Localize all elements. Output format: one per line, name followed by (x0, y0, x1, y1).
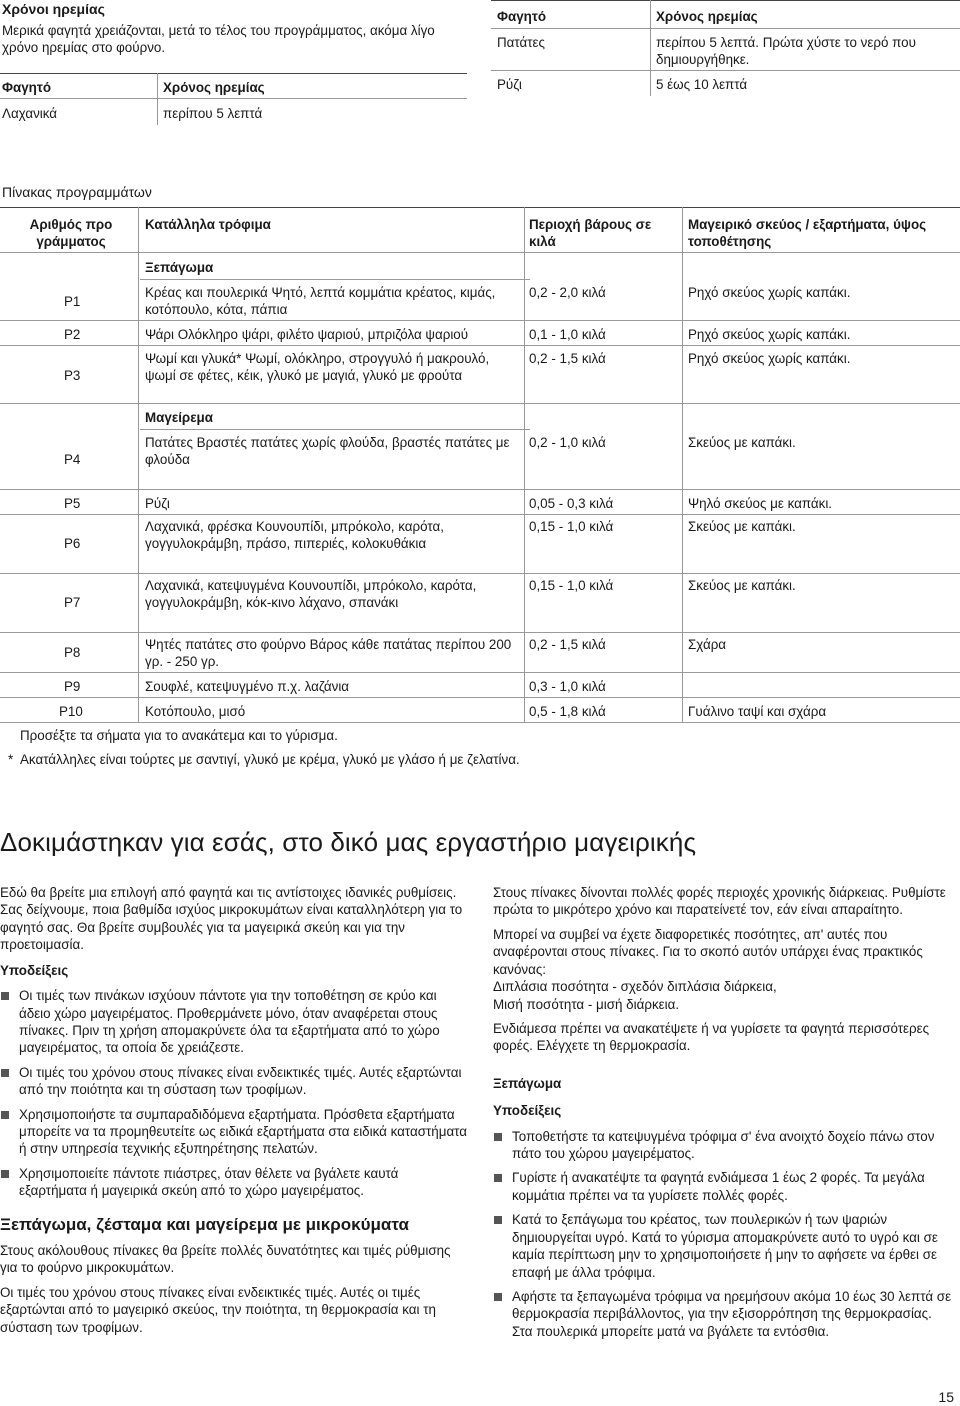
tested-intro: Εδώ θα βρείτε μια επιλογή από φαγητά και τις αντίστοιχες ιδανικές ρυθμίσεις. Σας δείχνουμε, ποια βαθμίδα ισχύος μικροκυμάτων είναι καταλληλότερη για το φαγητό σας. Θα βρείτε συμβουλές για τα μαγειρικά σκεύη και για την προετοιμασία. (0, 885, 463, 953)
rest-right-row-food: Πατάτες (497, 35, 545, 50)
tested-left-column (0, 884, 468, 1336)
rest-left-head-food: Φαγητό (2, 80, 52, 95)
defrost-hint-item: Κατά το ξεπάγωμα του κρέατος, των πουλερικών ή των ψαριών δημιουργείται υγρό. Κατά το γύρισμα απομακρύνετε αυτό το υγρό και σε καμία περίπτωση μην το χρησιμοποιήσετε ή μην το αφήσετε να έρθει σε επαφή με άλλα τρόφιμα. (493, 1211, 955, 1281)
rest-table-left-top-rule (0, 73, 467, 74)
program-dish: Σκεύος με καπάκι. (688, 435, 796, 450)
rest-right-head-time: Χρόνος ηρεμίας (656, 9, 758, 24)
program-no: P2 (64, 327, 81, 342)
tested-title: Δοκιμάστηκαν για εσάς, στο δικό μας εργαστήριο μαγειρικής (0, 827, 697, 857)
program-weight: 0,1 - 1,0 κιλά (529, 327, 606, 342)
rest-section-text: Μερικά φαγητά χρειάζονται, μετά το τέλος του προγράμματος, ακόμα λίγο χρόνο ηρεμίας στο φούρνο. (2, 23, 435, 56)
program-dish: Ρηχό σκεύος χωρίς καπάκι. (688, 327, 851, 342)
microwave-intro-text: Στους ακόλουθους πίνακες θα βρείτε πολλές δυνατότητες και τιμές ρύθμισης για το φούρνο μικροκυμάτων. (0, 1242, 451, 1276)
program-food: Κρέας και πουλερικά Ψητό, λεπτά κομμάτια κρέατος, κιμάς, κοτόπουλο, κότα, πάπια (145, 285, 496, 318)
programs-col-divider (138, 207, 139, 722)
programs-title: Πίνακας προγραμμάτων (2, 184, 152, 200)
program-dish: Γυάλινο ταψί και σχάρα (688, 704, 827, 719)
microwave-section-title: Ξεπάγωμα, ζέσταμα και μαγείρεμα με μικροκύματα (0, 1214, 409, 1234)
defrost-hint-item: Αφήστε τα ξεπαγωμένα τρόφιμα να ηρεμήσουν ακόμα 10 έως 30 λεπτά σε θερμοκρασία περιβάλλοντος, για την εξισορρόπηση της θερμοκρασίας. Στα πουλερικά μπορείτε ματά να βγάλετε τα εντόσθια. (493, 1288, 955, 1340)
programs-note-unsuitable: Ακατάλληλες είναι τούρτες με σαντιγί, γλυκό με κρέμα, γλυκό με γλάσο ή με ζελατίνα. (20, 752, 520, 767)
tested-right-column (493, 884, 955, 1340)
program-food: Ψωμί και γλυκά* Ψωμί, ολόκληρο, στρογγυλό ή μακρουλό, ψωμί σε φέτες, κέικ, γλυκό με μαγιά, γλυκό με φρούτα (145, 351, 490, 384)
programs-col-divider (682, 207, 683, 722)
program-no: P3 (64, 368, 81, 383)
program-weight: 0,3 - 1,0 κιλά (529, 679, 606, 694)
time-ranges-text: Στους πίνακες δίνονται πολλές φορές περιοχές χρονικής διάρκειας. Ρυθμίστε πρώτα το μικρότερο χρόνο και παρατείνετέ τον, εάν είναι απαραίτητο. (493, 885, 946, 918)
programs-group-defrost: Ξεπάγωμα (145, 260, 214, 275)
program-row-rule (0, 697, 960, 698)
rest-table-right-top-rule (491, 0, 960, 1)
defrost-hint-item: Τοποθετήστε τα κατεψυγμένα τρόφιμα σ' ένα ανοιχτό δοχείο πάνω στον πάτο του χώρου μαγειρέματος. (493, 1128, 955, 1163)
program-food: Σουφλέ, κατεψυγμένο π.χ. λαζάνια (145, 679, 350, 694)
program-no: P5 (64, 496, 81, 511)
programs-group-cook: Μαγείρεμα (145, 410, 213, 425)
defrost-hints-title: Υποδείξεις (493, 1103, 562, 1119)
program-dish: Ρηχό σκεύος χωρίς καπάκι. (688, 285, 851, 300)
page-number: 15 (938, 1389, 954, 1405)
program-no: P9 (64, 679, 81, 694)
program-weight: 0,15 - 1,0 κιλά (529, 578, 614, 593)
program-no: P1 (64, 294, 81, 309)
program-row-rule (0, 514, 960, 515)
microwave-time-note: Οι τιμές του χρόνου στους πίνακες είναι ενδεικτικές τιμές. Αυτές οι τιμές εξαρτώνται από το μαγειρικό σκεύος, την ποιότητα, τη θερμοκρασία και τη σύσταση των τροφίμων. (0, 1284, 436, 1335)
tested-hint-item: Χρησιμοποιείτε πάντοτε πιάστρες, όταν θέλετε να βγάλετε καυτά εξαρτήματα ή μαγειρικά σκεύη από το χώρο μαγειρέματος. (0, 1165, 468, 1200)
program-no: P7 (64, 595, 81, 610)
program-dish: Σκεύος με καπάκι. (688, 578, 796, 593)
defrost-hint-item: Γυρίστε ή ανακατέψτε τα φαγητά ενδιάμεσα 1 έως 2 φορές. Τα μεγάλα κομμάτια πρέπει να τα γυρίσετε πολλές φορές. (493, 1169, 955, 1204)
program-row-rule (0, 489, 960, 490)
program-no: P4 (64, 452, 81, 467)
program-dish: Ψηλό σκεύος με καπάκι. (688, 496, 833, 511)
program-dish: Ρηχό σκεύος χωρίς καπάκι. (688, 351, 851, 366)
rest-left-row-food: Λαχανικά (2, 106, 58, 121)
program-weight: 0,5 - 1,8 κιλά (529, 704, 606, 719)
program-row-rule (0, 632, 960, 633)
rest-right-row-food: Ρύζι (497, 77, 522, 92)
program-no: P10 (59, 704, 83, 719)
program-weight: 0,2 - 2,0 κιλά (529, 285, 606, 300)
program-row-rule (0, 722, 960, 723)
rest-left-row-time: περίπου 5 λεπτά (163, 106, 263, 121)
program-row-rule (0, 403, 960, 404)
programs-group-rule (140, 279, 530, 280)
quantity-rule-half: Μισή ποσότητα - μισή διάρκεια. (493, 996, 680, 1012)
tested-hint-item: Οι τιμές του χρόνου στους πίνακες είναι ενδεικτικές τιμές. Αυτές εξαρτώνται από την ποιότητα και τη σύσταση των τροφίμων. (0, 1064, 468, 1099)
program-weight: 0,2 - 1,5 κιλά (529, 637, 606, 652)
programs-head-dish: Μαγειρικό σκεύος / εξαρτήματα, ύψος τοποθέτησης (688, 217, 927, 250)
defrost-title: Ξεπάγωμα (493, 1075, 562, 1091)
stir-turn-text: Ενδιάμεσα πρέπει να ανακατέψετε ή να γυρίσετε τα φαγητά περισσότερες φορές. Ελέγχετε τη θερμοκρασία. (493, 1020, 930, 1054)
programs-head-weight: Περιοχή βάρους σε κιλά (529, 217, 652, 250)
program-weight: 0,15 - 1,0 κιλά (529, 519, 614, 534)
program-food: Λαχανικά, φρέσκα Κουνουπίδι, μπρόκολο, καρότα, γογγυλοκράμβη, πράσο, πιπεριές, κολοκυθάκια (145, 519, 444, 552)
programs-note-mark: * (8, 752, 14, 767)
programs-col-divider (524, 207, 525, 722)
rest-section-title: Χρόνοι ηρεμίας (2, 1, 105, 17)
program-weight: 0,05 - 0,3 κιλά (529, 496, 614, 511)
quantity-rule-text: Μπορεί να συμβεί να έχετε διαφορετικές ποσότητες, απ' αυτές που αναφέρονται στους πίνακες. Για το σκοπό αυτόν υπάρχει ένας πρακτικός κανόνας: (493, 926, 923, 977)
program-row-rule (0, 345, 960, 346)
rest-right-col-divider (650, 0, 651, 96)
rest-table-right-row-rule (491, 70, 960, 71)
rest-table-right-head-rule (491, 28, 960, 29)
tested-hint-item: Οι τιμές των πινάκων ισχύουν πάντοτε για την τοποθέτηση σε κρύο και άδειο χώρο μαγειρέματος. Προθερμάνετε μόνο, όταν αναφέρεται στους πίνακες. Πριν τη χρήση απομακρύνετε όλα τα εξαρτήματα από το χώρο μαγειρέματος, τα οποία δε χρειάζεστε. (0, 987, 468, 1057)
programs-note-signals: Προσέξτε τα σήματα για το ανακάτεμα και το γύρισμα. (20, 728, 338, 743)
program-no: P8 (64, 645, 81, 660)
program-weight: 0,2 - 1,5 κιλά (529, 351, 606, 366)
rest-left-col-divider (157, 73, 158, 125)
programs-head-no: Αριθμός προ γράμματος (29, 217, 113, 250)
programs-top-rule (0, 207, 960, 208)
rest-right-row-time: περίπου 5 λεπτά. Πρώτα χύστε το νερό που δημιουργήθηκε. (656, 35, 916, 68)
rest-left-head-time: Χρόνος ηρεμίας (163, 80, 265, 95)
program-dish: Σχάρα (688, 637, 727, 652)
program-row-rule (0, 573, 960, 574)
program-no: P6 (64, 536, 81, 551)
program-dish: Σκεύος με καπάκι. (688, 519, 796, 534)
programs-head-food: Κατάλληλα τρόφιμα (145, 217, 271, 232)
program-row-rule (0, 672, 960, 673)
program-food: Ρύζι (145, 496, 170, 511)
program-food: Πατάτες Βραστές πατάτες χωρίς φλούδα, βραστές πατάτες με φλούδα (145, 435, 510, 468)
tested-hints-title: Υποδείξεις (0, 962, 69, 978)
rest-table-left-head-rule (0, 98, 467, 99)
programs-group-rule (140, 429, 530, 430)
programs-head-rule (0, 252, 960, 253)
program-food: Λαχανικά, κατεψυγμένα Κουνουπίδι, μπρόκολο, καρότα, γογγυλοκράμβη, κόκ-κινο λάχανο, σπανάκι (145, 578, 477, 611)
tested-hint-item: Χρησιμοποιήστε τα συμπαραδιδόμενα εξαρτήματα. Πρόσθετα εξαρτήματα μπορείτε να τα προμηθευτείτε ως ειδικά εξαρτήματα στα ειδικά καταστήματα ή στην υπηρεσία τεχνικής εξυπηρέτησης πελατών. (0, 1106, 468, 1158)
program-food: Ψάρι Ολόκληρο ψάρι, φιλέτο ψαριού, μπριζόλα ψαριού (145, 327, 469, 342)
program-food: Κοτόπουλο, μισό (145, 704, 246, 719)
rest-right-head-food: Φαγητό (497, 9, 547, 24)
rest-right-row-time: 5 έως 10 λεπτά (656, 77, 748, 92)
program-food: Ψητές πατάτες στο φούρνο Βάρος κάθε πατάτας περίπου 200 γρ. - 250 γρ. (145, 637, 512, 670)
quantity-rule-double: Διπλάσια ποσότητα - σχεδόν διπλάσια διάρκεια, (493, 979, 777, 995)
program-weight: 0,2 - 1,0 κιλά (529, 435, 606, 450)
program-row-rule (0, 320, 960, 321)
